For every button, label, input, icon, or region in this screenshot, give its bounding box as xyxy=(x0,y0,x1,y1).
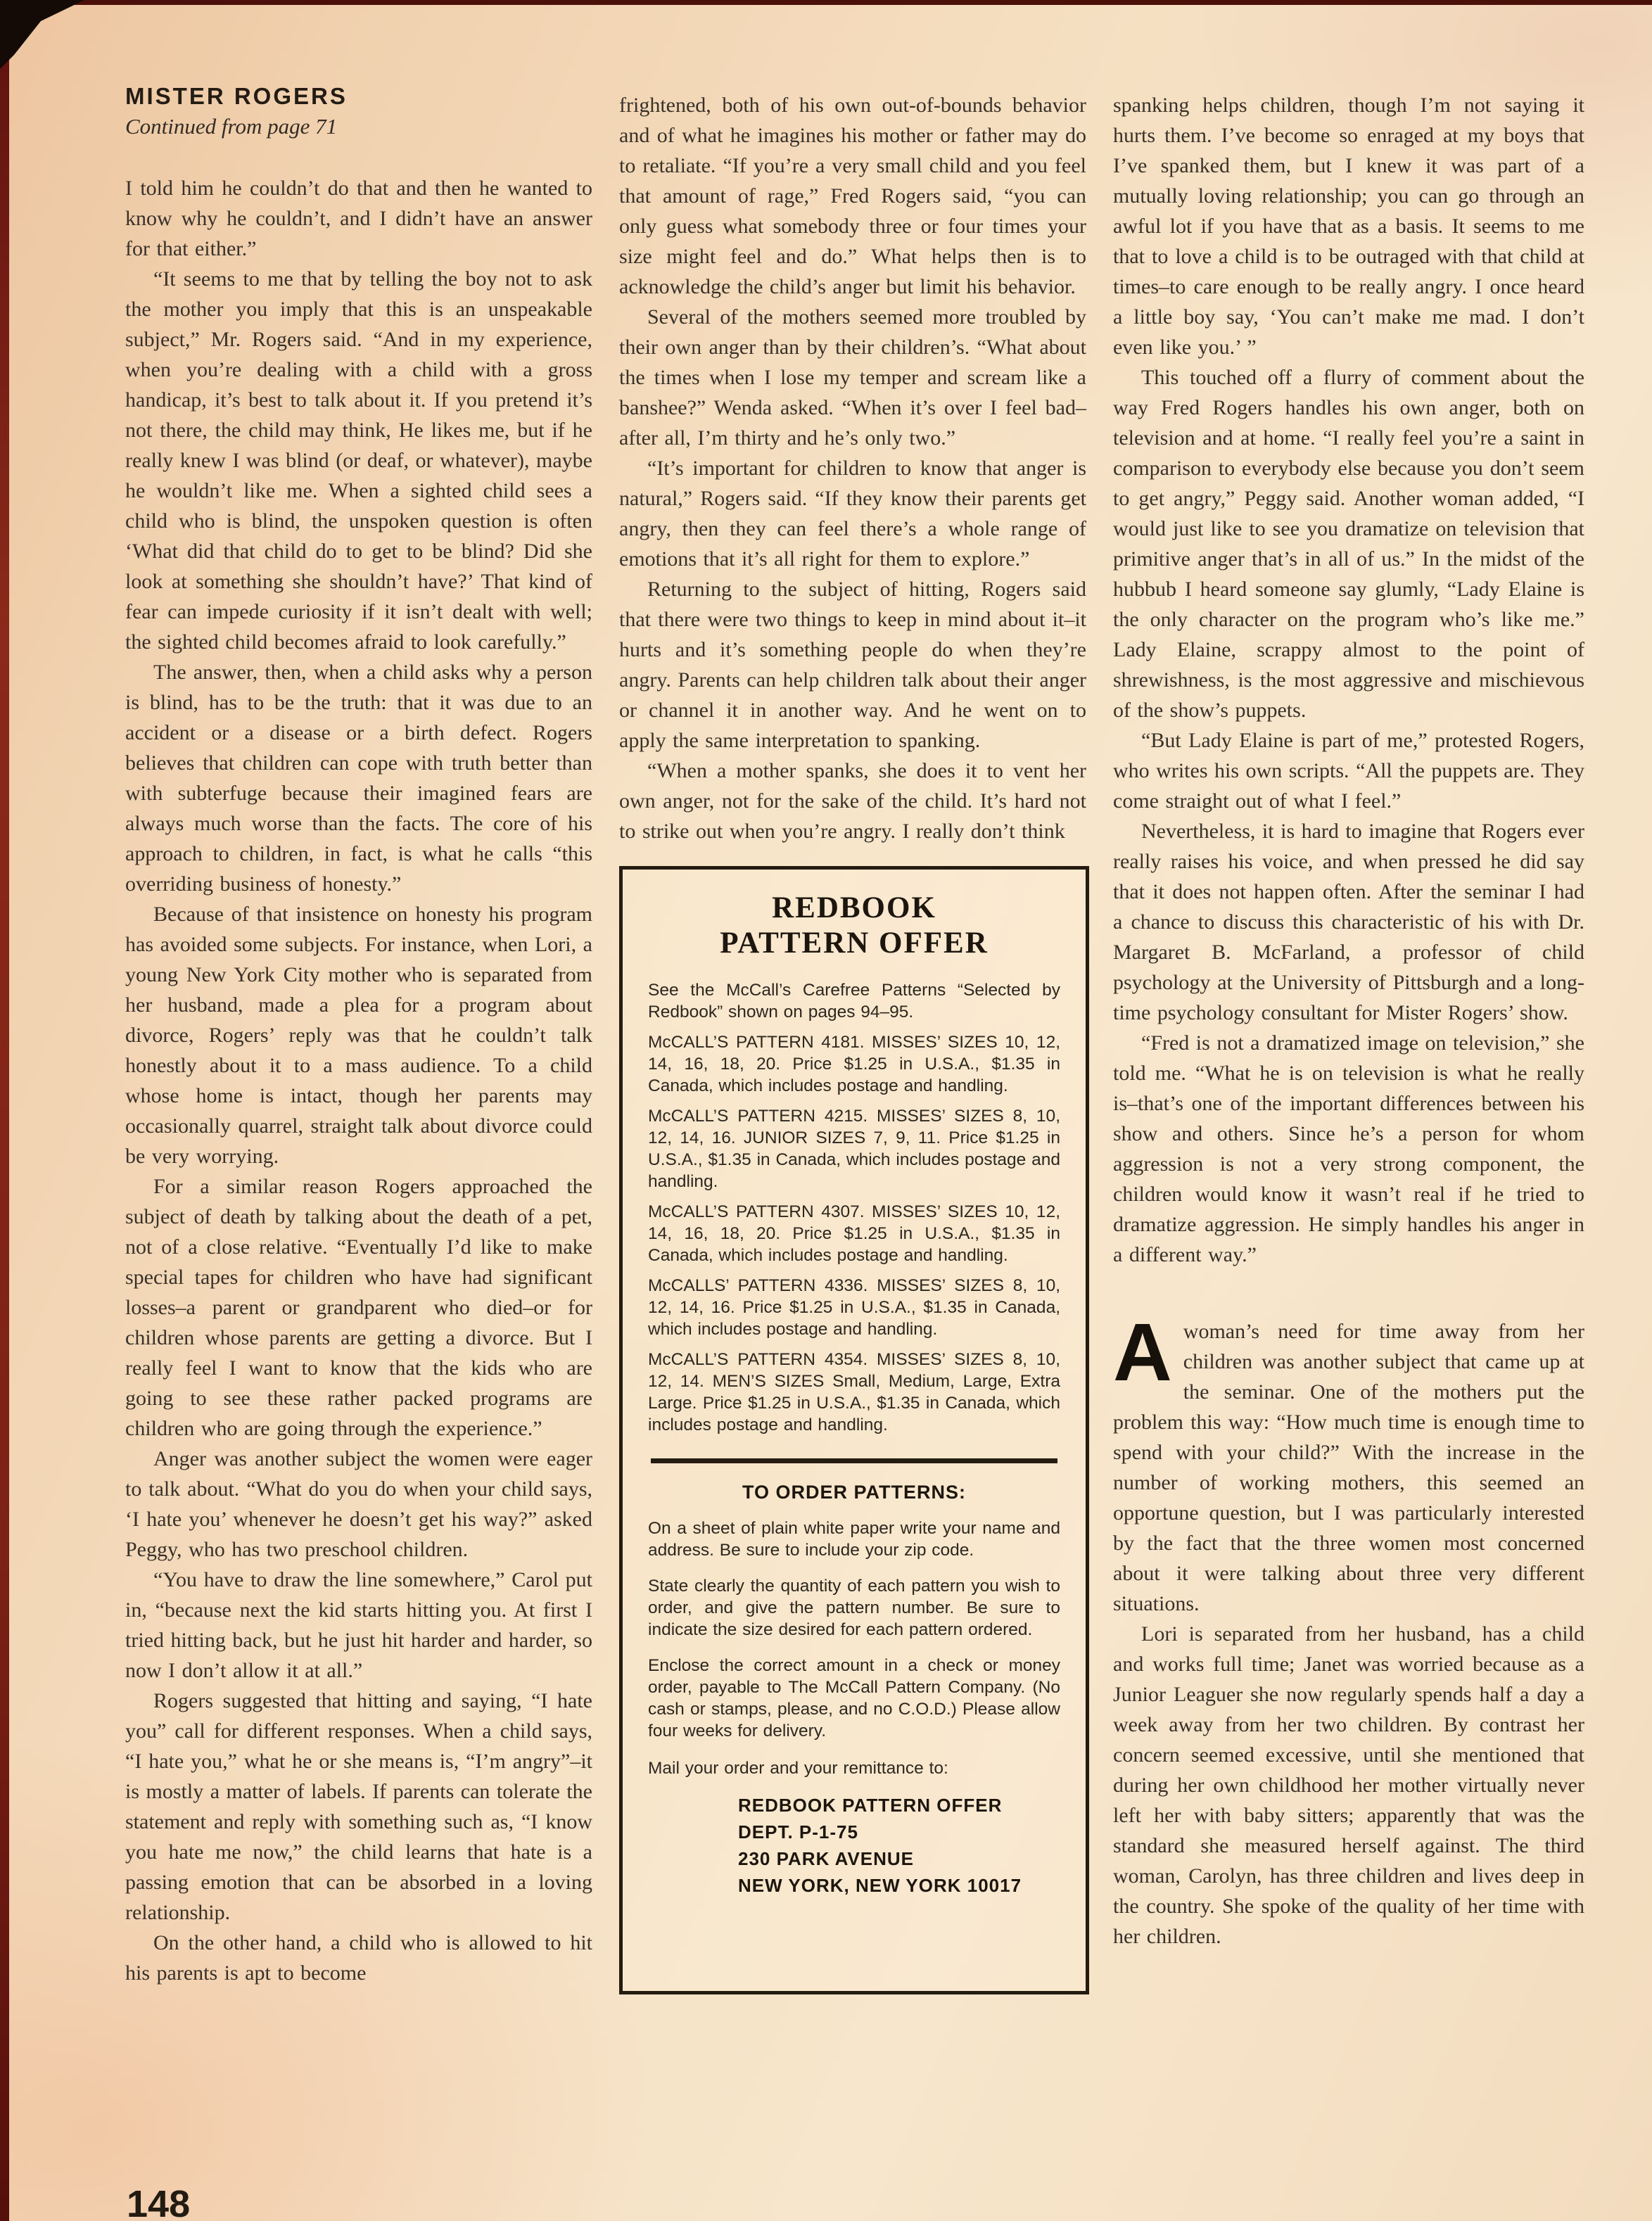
article-paragraph: Rogers suggested that hitting and saying, “I hate you” call for different responses. When a child says, “I hate you,” what he or she means is, “I’m angry”–it is mostly a matter of labels. If parents can tolerate the statement and reply with something such as, “I know you hate me now,” the child learns that hate is a passing emotion that can be absorbed in a loving relationship. xyxy=(125,1689,592,1924)
scan-torn-corner xyxy=(0,0,91,70)
article-paragraph-dropcap xyxy=(1113,1306,1584,1619)
address-line: 230 PARK AVENUE xyxy=(738,1848,915,1869)
scan-edge-top xyxy=(0,0,1652,5)
page-number: 148 xyxy=(127,2183,191,2221)
dropcap-paragraph-text: woman’s need for time away from her children was another subject that came up at the seminar. One of the mothers put the problem this way: “How much time is enough time to spend with your child?” With the increase in the number of working mothers, this seemed an opportune question, but I was particularly interested by the fact that the three women most concerned about it were talking about three very different situations. xyxy=(1113,1320,1584,1615)
pattern-offer-intro: See the McCall’s Carefree Patterns “Selected by Redbook” shown on pages 94–95. xyxy=(648,981,1060,1022)
divider-rule xyxy=(651,1458,1057,1463)
article-paragraph: Because of that insistence on honesty his program has avoided some subjects. For instance, when Lori, a young New York City mother who is separated from her husband, made a plea for a program about divorce, Rogers’ reply was that he couldn’t talk honestly about it to a mass audience. To a child whose home is intact, though her parents may occasionally quarrel, straight talk about divorce could be very worrying. xyxy=(125,903,592,1168)
pattern-offer-title xyxy=(648,891,1060,961)
article-paragraph: “Fred is not a dramatized image on television,” she told me. “What he is on television is what he really is–that’s one of the important differences between his show and others. Since he’s a person for whom aggression is not a very strong component, the children would know it wasn’t real if he tried to dramatize aggression. He simply handles his anger in a different way.” xyxy=(1113,1031,1584,1266)
continued-from-note: Continued from page 71 xyxy=(125,114,338,139)
column-3 xyxy=(1113,90,1584,1952)
address-line: REDBOOK PATTERN OFFER xyxy=(738,1795,1003,1816)
order-patterns-heading: TO ORDER PATTERNS: xyxy=(742,1482,966,1503)
order-instruction: Enclose the correct amount in a check or money order, payable to The McCall Pattern Company. (No cash or stamps, please, and no C.O.D.) Please allow four weeks for delivery. xyxy=(648,1656,1060,1740)
article-paragraph: The answer, then, when a child asks why a person is blind, has to be the truth: that it was due to an accident or a disease or a birth defect. Rogers believes that children can cope with truth better than with subterfuge because their imagined fears are always much worse than the facts. The core of his approach to children, in fact, is what he calls “this overriding business of honesty.” xyxy=(125,661,592,896)
article-paragraph: Nevertheless, it is hard to imagine that Rogers ever really raises his voice, and when pressed he did say that it does not happen often. After the seminar I had a chance to discuss this characteristic of his with Dr. Margaret B. McFarland, a professor of child psychology at the University of Pittsburgh and a long-time psychology consultant for Mister Rogers’ show. xyxy=(1113,820,1584,1024)
article-paragraph: I told him he couldn’t do that and then he wanted to know why he couldn’t, and I didn’t have an answer for that either.” xyxy=(125,177,592,260)
article-paragraph: frightened, both of his own out-of-bounds behavior and of what he imagines his mother or father may do to retaliate. “If you’re a very small child and you feel that amount of rage,” Fred Rogers said, “you can only guess what somebody three or four times your size might feel and do.” What helps then is to acknowledge the child’s anger but limit his behavior. xyxy=(619,94,1086,298)
column-2 xyxy=(619,90,1086,1994)
address-line: DEPT. P-1-75 xyxy=(738,1821,858,1843)
article-paragraph: Lori is separated from her husband, has a child and works full time; Janet was worried because as a Junior Leaguer she now regularly spends half a day a week away from her two children. By contrast her concern seemed excessive, until she mentioned that during her own childhood her mother virtually never left her with baby sitters; apparently that was the standard she measured herself against. The third woman, Carolyn, has three children and lives deep in the country. She spoke of the quality of her time with her children. xyxy=(1113,1622,1584,1948)
pattern-offer-title-line1: REDBOOK xyxy=(772,891,936,924)
order-instruction: On a sheet of plain white paper write your name and address. Be sure to include your zip code. xyxy=(648,1519,1060,1560)
dropcap-letter: A xyxy=(1113,1306,1172,1398)
article-paragraph: “It’s important for children to know that anger is natural,” Rogers said. “If they know their parents get angry, then they can feel there’s a whole range of emotions that it’s all right for them to explore.” xyxy=(619,457,1086,571)
pattern-item: McCALLS’ PATTERN 4336. MISSES’ SIZES 8, 10, 12, 14, 16. Price $1.25 in U.S.A., $1.35 in Canada, which includes postage and handling. xyxy=(648,1276,1060,1339)
scan-edge-left xyxy=(0,0,9,2221)
address-line: NEW YORK, NEW YORK 10017 xyxy=(738,1875,1022,1896)
order-instruction: State clearly the quantity of each pattern you wish to order, and give the pattern number. Be sure to indicate the size desired for each pattern ordered. xyxy=(648,1577,1060,1639)
pattern-item: McCALL’S PATTERN 4181. MISSES’ SIZES 10, 12, 14, 16, 18, 20. Price $1.25 in U.S.A., $1.35 in Canada, which includes postage and handling. xyxy=(648,1033,1060,1095)
article-title: MISTER ROGERS xyxy=(125,83,348,109)
article-paragraph: “But Lady Elaine is part of me,” protested Rogers, who writes his own scripts. “All the puppets are. They come straight out of what I feel.” xyxy=(1113,729,1584,813)
article-paragraph: This touched off a flurry of comment about the way Fred Rogers handles his own anger, both on television and at home. “I really feel you’re a saint in comparison to everybody else because you don’t seem to get angry,” Peggy said. Another woman added, “I would just like to see you dramatize on television that primitive anger that’s in all of us.” In the midst of the hubbub I heard someone say glumly, “Lady Elaine is the only character on the program who’s like me.” Lady Elaine, scrappy almost to the point of shrewishness, is the most aggressive and mischievous of the show’s puppets. xyxy=(1113,366,1584,722)
article-paragraph: spanking helps children, though I’m not saying it hurts them. I’ve become so enraged at my boys that I’ve spanked them, but I knew it was part of a mutually loving relationship; you can go through an awful lot if you have that as a basis. It seems to me that to love a child is to be outraged with that child at times–to care enough to be really angry. I once heard a little boy say, ‘You can’t make me mad. I don’t even like you.’ ” xyxy=(1113,94,1584,359)
article-paragraph: Anger was another subject the women were eager to talk about. “What do you do when your child says, ‘I hate you’ whenever he doesn’t get his way?” asked Peggy, who has two preschool children. xyxy=(125,1447,592,1561)
pattern-item: McCALL’S PATTERN 4215. MISSES’ SIZES 8, 10, 12, 14, 16. JUNIOR SIZES 7, 9, 11. Price $1.25 in U.S.A., $1.35 in Canada, which includes postage and handling. xyxy=(648,1107,1060,1191)
column-1 xyxy=(125,83,592,1988)
pattern-offer-title-line2: PATTERN OFFER xyxy=(720,927,989,960)
article-paragraph: On the other hand, a child who is allowed to hit his parents is apt to become xyxy=(125,1931,592,1985)
article-paragraph: For a similar reason Rogers approached the subject of death by talking about the death of a pet, not of a close relative. “Eventually I’d like to make special tapes for children who have had significant losses–a parent or grandparent who died–or for children whose parents are getting a divorce. But I really feel I want to know that the kids who are going to see these rather packed programs are children who are going through the experience.” xyxy=(125,1175,592,1440)
pattern-item: McCALL’S PATTERN 4354. MISSES’ SIZES 8, 10, 12, 14. MEN’S SIZES Small, Medium, Large, Extra Large. Price $1.25 in U.S.A., $1.35 in Canada, which includes postage and handling. xyxy=(648,1350,1060,1434)
article-paragraph: “When a mother spanks, she does it to vent her own anger, not for the sake of the child. It’s hard not to strike out when you’re angry. I really don’t think xyxy=(619,759,1086,843)
article-paragraph: Returning to the subject of hitting, Rogers said that there were two things to keep in mind about it–it hurts and it’s something people do when they’re angry. Parents can help children talk about their anger or channel it in another way. And he went on to apply the same interpretation to spanking. xyxy=(619,578,1086,752)
mail-instruction: Mail your order and your remittance to: xyxy=(648,1759,948,1778)
article-paragraph: “You have to draw the line somewhere,” Carol put in, “because next the kid starts hitting you. At first I tried hitting back, but he just hit harder and harder, so now I don’t allow it at all.” xyxy=(125,1568,592,1682)
article-paragraph: Several of the mothers seemed more troubled by their own anger than by their children’s. “What about the times when I lose my temper and scream like a banshee?” Wenda asked. “When it’s over I feel bad–after all, I’m thirty and he’s only two.” xyxy=(619,305,1086,450)
mailing-address xyxy=(738,1792,1060,1899)
pattern-item: McCALL’S PATTERN 4307. MISSES’ SIZES 10, 12, 14, 16, 18, 20. Price $1.25 in U.S.A., $1.35 in Canada, which includes postage and handling. xyxy=(648,1202,1060,1265)
article-paragraph: “It seems to me that by telling the boy not to ask the mother you imply that this is an unspeakable subject,” Mr. Rogers said. “And in my experience, when you’re dealing with a child with a gross handicap, it’s best to talk about it. If you pretend it’s not there, the child may think, He likes me, but if he really knew I was blind (or deaf, or whatever), maybe he wouldn’t like me. When a sighted child sees a child who is blind, the unspoken question is often ‘What did that child do to get to be blind? Did she look at something she shouldn’t have?’ That kind of fear can impede curiosity if it isn’t dealt with well; the sighted child becomes afraid to look carefully.” xyxy=(125,267,592,654)
article-header xyxy=(125,83,592,139)
pattern-offer-box xyxy=(619,866,1089,1994)
